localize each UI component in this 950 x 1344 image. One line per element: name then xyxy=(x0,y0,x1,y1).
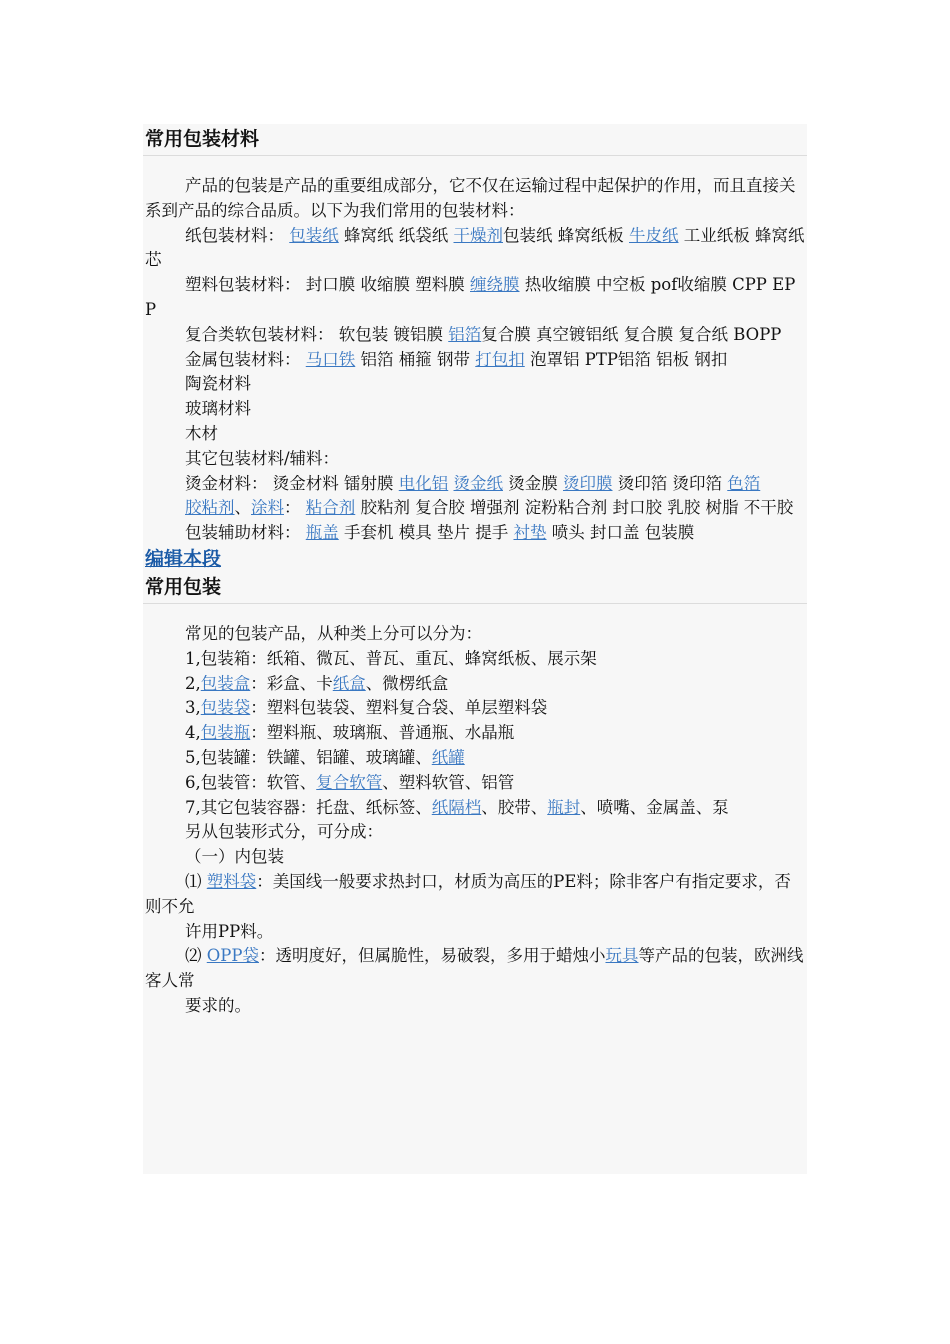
metal-materials-paragraph xyxy=(143,348,807,373)
link-packaging-bag[interactable]: 包装袋 xyxy=(200,698,251,718)
stamping-materials-paragraph xyxy=(143,472,807,497)
inner-item-2 xyxy=(143,944,807,994)
ceramic-line: 陶瓷材料 xyxy=(185,374,251,394)
item-text: 6,包装管：软管、 xyxy=(185,772,317,792)
link-bottle-cap[interactable]: 瓶盖 xyxy=(305,523,339,543)
stamping-text: 烫印箔 烫印箔 xyxy=(612,473,728,493)
inner-item-1 xyxy=(143,870,807,920)
stamping-text: 烫金膜 xyxy=(503,473,563,493)
section-title-packaging-materials: 常用包装材料 xyxy=(143,124,807,156)
other-materials-line: 其它包装材料/辅料： xyxy=(185,448,340,468)
auxiliary-text: 喷头 封口盖 包装膜 xyxy=(546,523,695,543)
auxiliary-materials-paragraph xyxy=(143,521,807,546)
item-text: 、喷嘴、金属盖、泵 xyxy=(580,797,729,817)
paper-label: 纸包装材料： xyxy=(185,225,290,245)
adhesive-text: ： xyxy=(284,498,306,518)
link-stretch-film[interactable]: 缠绕膜 xyxy=(470,275,520,295)
paper-materials-paragraph xyxy=(143,224,807,274)
section-title-common-packaging: 常用包装 xyxy=(143,572,807,604)
link-packaging-paper[interactable]: 包装纸 xyxy=(289,225,339,245)
item-text: 、微楞纸盒 xyxy=(365,673,449,693)
item-text: ：美国线一般要求热封口，材质为高压的PE料；除非客户有指定要求，否则不允 xyxy=(145,871,791,916)
stamping-text: 烫金材料 镭射膜 xyxy=(272,473,399,493)
plastic-text: 热收缩膜 中空板 pof收缩膜 CPP EPP xyxy=(145,275,796,319)
paper-text: 蜂窝纸 纸袋纸 xyxy=(338,225,454,245)
composite-label: 复合类软包装材料： xyxy=(185,324,339,344)
composite-materials-paragraph xyxy=(143,323,807,348)
item-text: ⑴ xyxy=(185,871,207,891)
item-text: 4, xyxy=(185,723,201,743)
link-tinplate[interactable]: 马口铁 xyxy=(305,349,356,369)
inner-item-1-continued: 许用PP料。 xyxy=(185,921,274,941)
composite-text: 复合膜 真空镀铝纸 复合膜 复合纸 BOPP xyxy=(481,324,782,344)
adhesive-text: 、 xyxy=(234,498,251,518)
link-packaging-box[interactable]: 包装盒 xyxy=(200,673,251,693)
metal-text: 泡罩铝 PTP铝箔 铝板 钢扣 xyxy=(524,349,728,369)
item-text: ：透明度好，但属脆性，易破裂，多用于蜡烛小 xyxy=(258,946,606,966)
link-coating[interactable]: 涂料 xyxy=(251,498,284,518)
link-stamping-film[interactable]: 烫印膜 xyxy=(563,473,613,493)
item-text: ：塑料瓶、玻璃瓶、普通瓶、水晶瓶 xyxy=(250,723,515,743)
type-item-3 xyxy=(143,696,807,721)
plastic-text: 封口膜 收缩膜 塑料膜 xyxy=(305,275,470,295)
plastic-materials-paragraph xyxy=(143,273,807,323)
item-text: 、塑料软管、铝管 xyxy=(382,772,515,792)
link-composite-tube[interactable]: 复合软管 xyxy=(316,772,383,792)
item-text: 3, xyxy=(185,698,201,718)
link-plastic-bag[interactable]: 塑料袋 xyxy=(206,871,257,891)
link-color-foil[interactable]: 色箔 xyxy=(727,473,761,493)
link-paper-can[interactable]: 纸罐 xyxy=(431,747,465,767)
article-content xyxy=(143,124,807,1174)
link-kraft-paper[interactable]: 牛皮纸 xyxy=(629,225,679,245)
glass-line: 玻璃材料 xyxy=(185,399,251,419)
type-item-1: 1,包装箱：纸箱、微瓦、普瓦、重瓦、蜂窝纸板、展示架 xyxy=(185,648,597,668)
composite-text: 软包装 镀铝膜 xyxy=(338,324,449,344)
link-anodized-aluminum[interactable]: 电化铝 xyxy=(398,473,449,493)
item-text: ：塑料包装袋、塑料复合袋、单层塑料袋 xyxy=(250,698,548,718)
item-text: 2, xyxy=(185,673,201,693)
inner-packaging-heading: （一）内包装 xyxy=(185,847,284,867)
form-intro: 另从包装形式分，可分成： xyxy=(185,822,383,842)
link-binder[interactable]: 粘合剂 xyxy=(305,498,356,518)
type-item-2 xyxy=(143,672,807,697)
item-text: ：彩盒、卡 xyxy=(250,673,333,693)
metal-label: 金属包装材料： xyxy=(185,349,306,369)
link-bottle-seal[interactable]: 瓶封 xyxy=(547,797,581,817)
auxiliary-label: 包装辅助材料： xyxy=(185,523,306,543)
plastic-label: 塑料包装材料： xyxy=(185,275,306,295)
adhesive-text: 胶粘剂 复合胶 增强剂 淀粉粘合剂 封口胶 乳胶 树脂 不干胶 xyxy=(355,498,794,518)
item-text: 、胶带、 xyxy=(481,797,548,817)
type-item-4 xyxy=(143,721,807,746)
edit-section-link[interactable]: 编辑本段 xyxy=(145,547,222,570)
item-text: 等产品的包装，欧洲线客人常 xyxy=(145,946,804,991)
intro-paragraph: 产品的包装是产品的重要组成部分，它不仅在运输过程中起保护的作用，而且直接关系到产品的综合品质。以下为我们常用的包装材料： xyxy=(145,176,796,220)
link-toy[interactable]: 玩具 xyxy=(605,946,639,966)
link-paper-divider[interactable]: 纸隔档 xyxy=(431,797,482,817)
metal-text: 铝箔 桶箍 钢带 xyxy=(355,349,476,369)
link-desiccant[interactable]: 干燥剂 xyxy=(453,225,503,245)
link-adhesive[interactable]: 胶粘剂 xyxy=(185,498,235,518)
link-strapping-buckle[interactable]: 打包扣 xyxy=(475,349,525,369)
link-paper-box[interactable]: 纸盒 xyxy=(332,673,366,693)
link-stamping-paper[interactable]: 烫金纸 xyxy=(453,473,503,493)
stamping-label: 烫金材料： xyxy=(185,473,273,493)
wood-line: 木材 xyxy=(185,423,218,443)
link-liner[interactable]: 衬垫 xyxy=(513,523,547,543)
auxiliary-text: 手套机 模具 垫片 提手 xyxy=(338,523,514,543)
paper-text: 包装纸 蜂窝纸板 xyxy=(503,225,629,245)
type-item-6 xyxy=(143,771,807,796)
item-text: 5,包装罐：铁罐、铝罐、玻璃罐、 xyxy=(185,747,432,767)
item-text: 7,其它包装容器：托盘、纸标签、 xyxy=(185,797,432,817)
item-text: ⑵ xyxy=(185,946,207,966)
types-intro: 常见的包装产品，从种类上分可以分为： xyxy=(185,623,482,643)
link-opp-bag[interactable]: OPP袋 xyxy=(206,946,259,966)
inner-item-2-continued: 要求的。 xyxy=(185,995,251,1015)
paper-text: 工业纸板 蜂窝纸芯 xyxy=(145,225,805,270)
adhesive-paragraph xyxy=(143,496,807,521)
link-aluminum-foil[interactable]: 铝箔 xyxy=(448,324,482,344)
link-packaging-bottle[interactable]: 包装瓶 xyxy=(200,723,251,743)
type-item-7 xyxy=(143,796,807,821)
type-item-5 xyxy=(143,746,807,771)
